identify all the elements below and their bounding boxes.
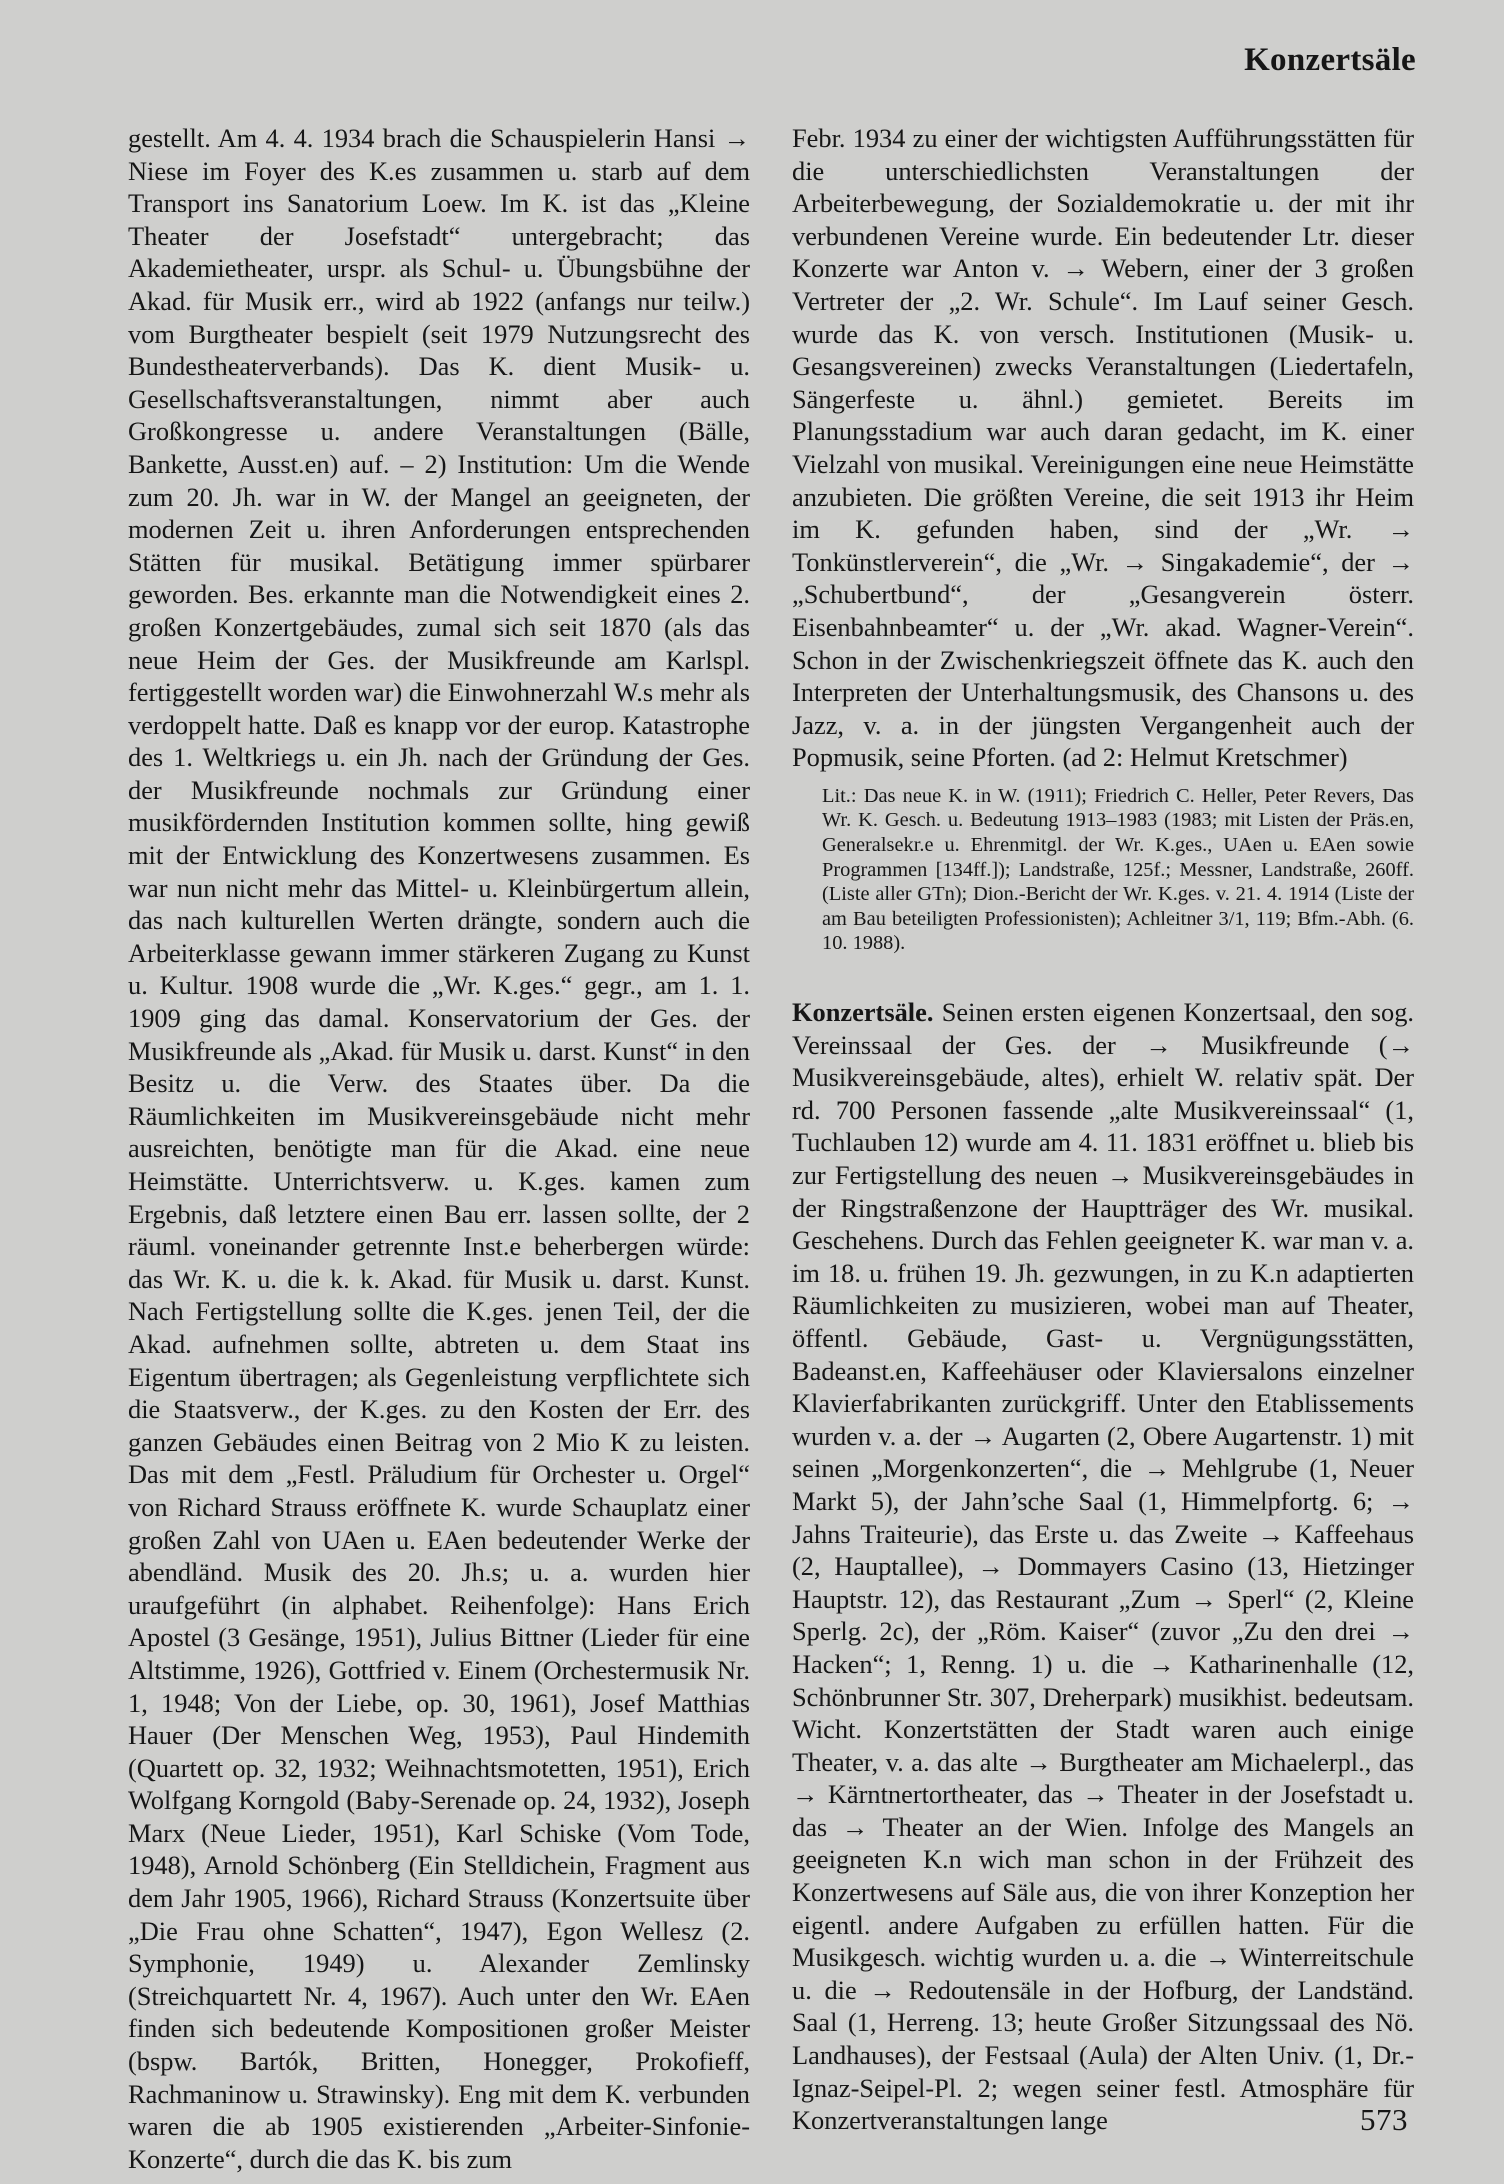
running-header: Konzertsäle — [1244, 42, 1416, 78]
literature-block: Lit.: Das neue K. in W. (1911); Friedrich C. Heller, Peter Revers, Das Wr. K. Gesch. u. Bedeutung 1913–1983 (1983; mit Listen der Präs.en, Generalsekr.e u. Ehrenmitgl. der Wr. K.ges., UAen u. EAen sowie Programmen [134ff.]); Landstraße, 125f.; Messner, Landstraße, 260ff. (Liste aller GTn); Dion.-Bericht der Wr. K.ges. v. 21. 4. 1914 (Liste der am Bau beteiligten Professionisten); Achleitner 3/1, 119; Bfm.-Abh. (6. 10. 1988). — [822, 784, 1414, 955]
right-column-text: Febr. 1934 zu einer der wichtigsten Aufführungsstätten für die unterschiedlichsten Veranstaltungen der Arbeiterbewegung, der Sozialdemokratie u. der mit ihr verbundenen Vereine wurde. Ein bedeutender Ltr. dieser Konzerte war Anton v. → Webern, einer der 3 großen Vertreter der „2. Wr. Schule“. Im Lauf seiner Gesch. wurde das K. von versch. Institutionen (Musik- u. Gesangsvereinen) zwecks Veranstaltungen (Liedertafeln, Sängerfeste u. ähnl.) gemietet. Bereits im Planungsstadium war auch daran gedacht, im K. einer Vielzahl von musikal. Vereinigungen eine neue Heimstätte anzubieten. Die größten Vereine, die seit 1913 ihr Heim im K. gefunden haben, sind der „Wr. → Tonkünstlerverein“, die „Wr. → Singakademie“, der → „Schubertbund“, der „Gesangverein österr. Eisenbahnbeamter“ u. der „Wr. akad. Wagner-Verein“. Schon in der Zwischenkriegszeit öffnete das K. auch den Interpreten der Unterhaltungsmusik, des Chansons u. des Jazz, v. a. in der jüngsten Vergangenheit auch der Popmusik, seine Pforten. (ad 2: Helmut Kretschmer) — [792, 123, 1414, 773]
right-column — [792, 122, 1414, 2137]
left-column — [128, 122, 750, 2175]
entry-headword: Konzertsäle. — [792, 997, 934, 1028]
left-column-text: gestellt. Am 4. 4. 1934 brach die Schauspielerin Hansi → Niese im Foyer des K.es zusammen u. starb auf dem Transport ins Sanatorium Loew. Im K. ist das „Kleine Theater der Josefstadt“ untergebracht; das Akademietheater, urspr. als Schul- u. Übungsbühne der Akad. für Musik err., wird ab 1922 (anfangs nur teilw.) vom Burgtheater bespielt (seit 1979 Nutzungsrecht des Bundestheaterverbands). Das K. dient Musik- u. Gesellschaftsveranstaltungen, nimmt aber auch Großkongresse u. andere Veranstaltungen (Bälle, Bankette, Ausst.en) auf. – 2) Institution: Um die Wende zum 20. Jh. war in W. der Mangel an geeigneten, der modernen Zeit u. ihren Anforderungen entsprechenden Stätten für musikal. Betätigung immer spürbarer geworden. Bes. erkannte man die Notwendigkeit eines 2. großen Konzertgebäudes, zumal sich seit 1870 (als das neue Heim der Ges. der Musikfreunde am Karlspl. fertiggestellt worden war) die Einwohnerzahl W.s mehr als verdoppelt hatte. Daß es knapp vor der europ. Katastrophe des 1. Weltkriegs u. ein Jh. nach der Gründung der Ges. der Musikfreunde nochmals zur Gründung einer musikfördernden Institution kommen sollte, hing gewiß mit der Entwicklung des Konzertwesens zusammen. Es war nun nicht mehr das Mittel- u. Kleinbürgertum allein, das nach kulturellen Werten drängte, sondern auch die Arbeiterklasse gewann immer stärkeren Zugang zu Kunst u. Kultur. 1908 wurde die „Wr. K.ges.“ gegr., am 1. 1. 1909 ging das damal. Konservatorium der Ges. der Musikfreunde als „Akad. für Musik u. darst. Kunst“ in den Besitz u. die Verw. des Staates über. Da die Räumlichkeiten im Musikvereinsgebäude nicht mehr ausreichten, benötigte man für die Akad. eine neue Heimstätte. Unterrichtsverw. u. K.ges. kamen zum Ergebnis, daß letztere einen Bau err. lassen sollte, der 2 räuml. voneinander getrennte Inst.e beherbergen würde: das Wr. K. u. die k. k. Akad. für Musik u. darst. Kunst. Nach Fertigstellung sollte die K.ges. jenen Teil, der die Akad. aufnehmen sollte, abtreten u. dem Staat ins Eigentum übertragen; als Gegenleistung verpflichtete sich die Staatsverw., der K.ges. zu den Kosten der Err. des ganzen Gebäudes einen Beitrag von 2 Mio K zu leisten. Das mit dem „Festl. Präludium für Orchester u. Orgel“ von Richard Strauss eröffnete K. wurde Schauplatz einer großen Zahl von UAen u. EAen bedeutender Werke der abendländ. Musik des 20. Jh.s; u. a. wurden hier uraufgeführt (in alphabet. Reihenfolge): Hans Erich Apostel (3 Gesänge, 1951), Julius Bittner (Lieder für eine Altstimme, 1926), Gottfried v. Einem (Orchestermusik Nr. 1, 1948; Von der Liebe, op. 30, 1961), Josef Matthias Hauer (Der Menschen Weg, 1953), Paul Hindemith (Quartett op. 32, 1932; Weihnachtsmotetten, 1951), Erich Wolfgang Korngold (Baby-Serenade op. 24, 1932), Joseph Marx (Neue Lieder, 1951), Karl Schiske (Vom Tode, 1948), Arnold Schönberg (Ein Stelldichein, Fragment aus dem Jahr 1905, 1966), Richard Strauss (Konzertsuite über „Die Frau ohne Schatten“, 1947), Egon Wellesz (2. Symphonie, 1949) u. Alexander Zemlinsky (Streichquartett Nr. 4, 1967). Auch unter den Wr. EAen finden sich bedeutende Kompositionen großer Meister (bspw. Bartók, Britten, Honegger, Prokofieff, Rachmaninow u. Strawinsky). Eng mit dem K. verbunden waren die ab 1905 existierenden „Arbeiter-Sinfonie-Konzerte“, durch die das K. bis zum — [128, 123, 750, 2174]
entry-text: Seinen ersten eigenen Konzertsaal, den sog. Vereinssaal der Ges. der → Musikfreunde (→ Musikvereinsgebäude, altes), erhielt W. relativ spät. Der rd. 700 Personen fassende „alte Musikvereinssaal“ (1, Tuchlauben 12) wurde am 4. 11. 1831 eröffnet u. blieb bis zur Fertigstellung des neuen → Musikvereinsgebäudes in der Ringstraßenzone der Hauptträger des Wr. musikal. Geschehens. Durch das Fehlen geeigneter K. war man v. a. im 18. u. frühen 19. Jh. gezwungen, in zu K.n adaptierten Räumlichkeiten zu musizieren, wobei man auf Theater, öffentl. Gebäude, Gast- u. Vergnügungsstätten, Badeanst.en, Kaffeehäuser oder Klaviersalons einzelner Klavierfabrikanten zurückgriff. Unter den Etablissements wurden v. a. der → Augarten (2, Obere Augartenstr. 1) mit seinen „Morgenkonzerten“, die → Mehlgrube (1, Neuer Markt 5), der Jahn’sche Saal (1, Himmelpfortg. 6; → Jahns Traiteurie), das Erste u. das Zweite → Kaffeehaus (2, Hauptallee), → Dommayers Casino (13, Hietzinger Hauptstr. 12), das Restaurant „Zum → Sperl“ (2, Kleine Sperlg. 2c), der „Röm. Kaiser“ (zuvor „Zu den drei → Hacken“; 1, Renng. 1) u. die → Katharinenhalle (12, Schönbrunner Str. 307, Dreherpark) musikhist. bedeutsam. Wicht. Konzertstätten der Stadt waren auch einige Theater, v. a. das alte → Burgtheater am Michaelerpl., das → Kärntnertortheater, das → Theater in der Josefstadt u. das → Theater an der Wien. Infolge des Mangels an geeigneten K.n wich man schon in der Frühzeit des Konzertwesens auf Säle aus, die von ihrer Konzeption her eigentl. andere Aufgaben zu erfüllen hatten. Für die Musikgesch. wichtig wurden u. a. die → Winterreitschule u. die → Redoutensäle in der Hofburg, der Landständ. Saal (1, Herreng. 13; heute Großer Sitzungssaal des Nö. Landhauses), der Festsaal (Aula) der Alten Univ. (1, Dr.-Ignaz-Seipel-Pl. 2; wegen seiner festl. Atmosphäre für Konzertveranstaltungen lange — [792, 997, 1414, 2136]
page-number: 573 — [1360, 2102, 1408, 2137]
entry-konzertsaele — [792, 996, 1414, 2137]
